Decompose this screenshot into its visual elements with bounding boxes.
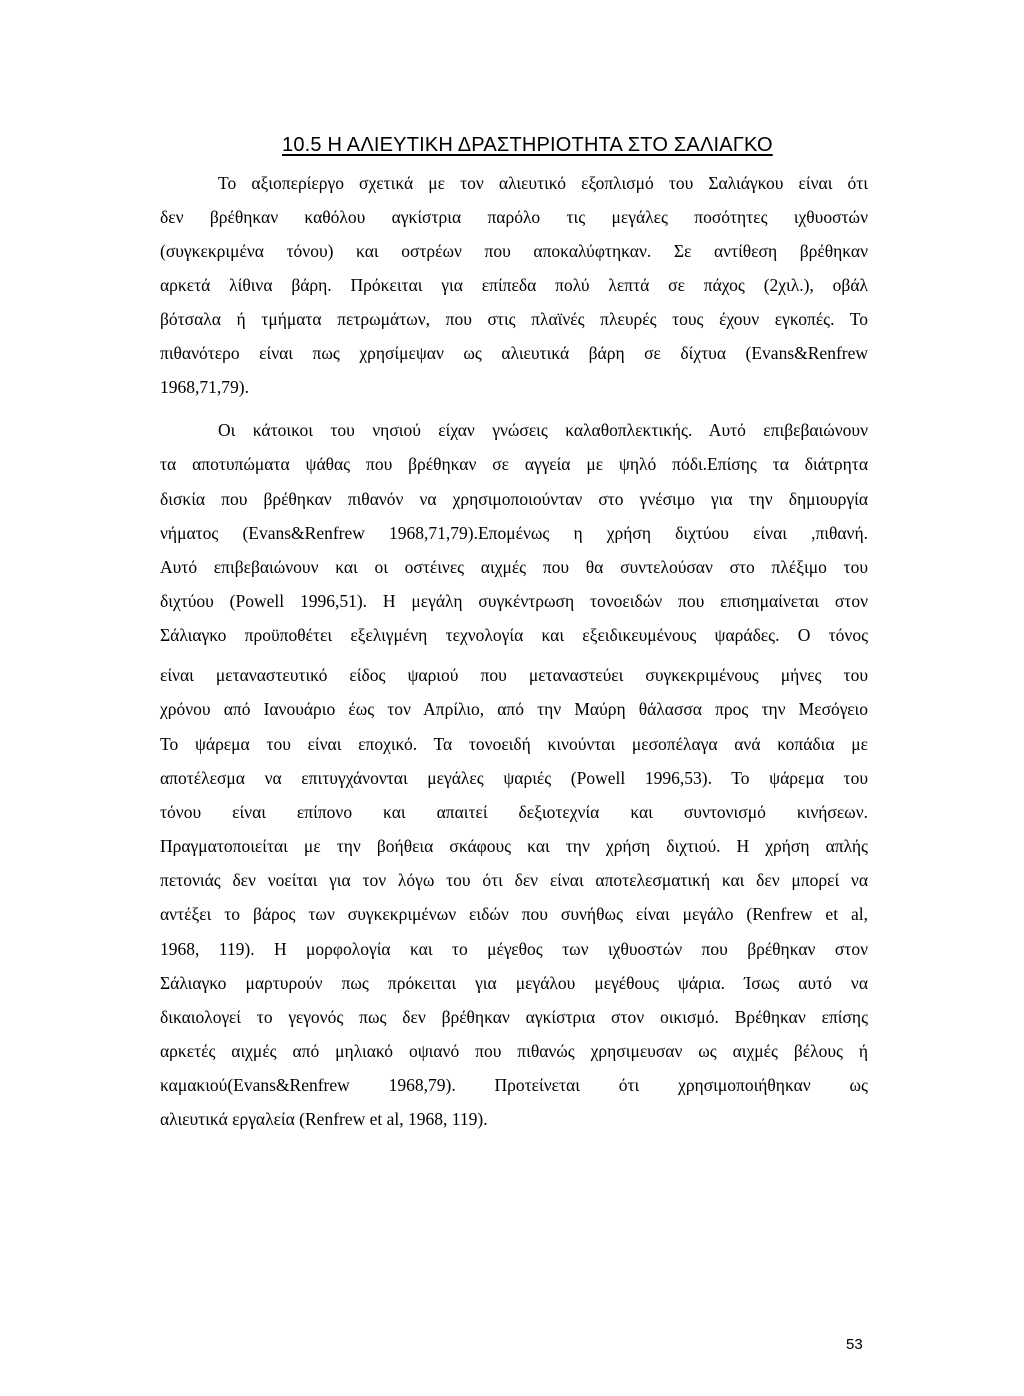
text-line: τόνου είναι επίπονο και απαιτεί δεξιοτεχνία και συντονισμό κινήσεων.	[160, 802, 868, 822]
text-line: νήματος (Evans&Renfrew 1968,71,79).Επομένως η χρήση διχτύου είναι ,πιθανή.	[160, 523, 868, 543]
text-line: 1968,71,79).	[160, 377, 249, 397]
text-line: (συγκεκριμένα τόνου) και οστρέων που αποκαλύφτηκαν. Σε αντίθεση βρέθηκαν	[160, 241, 868, 261]
text-line: αρκετά λίθινα βάρη. Πρόκειται για επίπεδα πολύ λεπτά σε πάχος (2χιλ.), οβάλ	[160, 275, 868, 295]
text-line: Οι κάτοικοι του νησιού είχαν γνώσεις καλαθοπλεκτικής. Αυτό επιβεβαιώνουν	[218, 420, 868, 440]
text-line: αντέξει το βάρος των συγκεκριμένων ειδών που συνήθως είναι μεγάλο (Renfrew et al,	[160, 904, 868, 924]
text-line: τα αποτυπώματα ψάθας που βρέθηκαν σε αγγεία με ψηλό πόδι.Επίσης τα διάτρητα	[160, 454, 868, 474]
text-line: καμακιού(Evans&Renfrew 1968,79). Προτείνεται ότι χρησιμοποιήθηκαν ως	[160, 1075, 868, 1095]
text-line: Σάλιαγκο προϋποθέτει εξελιγμένη τεχνολογία και εξειδικευμένους ψαράδες. Ο τόνος	[160, 625, 868, 645]
text-line: Σάλιαγκο μαρτυρούν πως πρόκειται για μεγάλου μεγέθους ψάρια. Ίσως αυτό να	[160, 973, 868, 993]
text-line: Αυτό επιβεβαιώνουν και οι οστέινες αιχμές που θα συντελούσαν στο πλέξιμο του	[160, 557, 868, 577]
text-line: πιθανότερο είναι πως χρησίμεψαν ως αλιευτικά βάρη σε δίχτυα (Evans&Renfrew	[160, 343, 868, 363]
text-line: πετονιάς δεν νοείται για τον λόγω του ότι δεν είναι αποτελεσματική και δεν μπορεί να	[160, 870, 868, 890]
text-line: δισκία που βρέθηκαν πιθανόν να χρησιμοποιούνταν στο γνέσιμο για την δημιουργία	[160, 489, 868, 509]
text-line: Πραγματοποιείται με την βοήθεια σκάφους και την χρήση διχτιού. Η χρήση απλής	[160, 836, 868, 856]
section-title: 10.5 Η ΑΛΙΕΥΤΙΚΗ ΔΡΑΣΤΗΡΙΟΤΗΤΑ ΣΤΟ ΣΑΛΙΑΓΚΟ	[282, 134, 773, 156]
text-line: Το ψάρεμα του είναι εποχικό. Τα τονοειδή κινούνται μεσοπέλαγα ανά κοπάδια με	[160, 734, 868, 754]
text-line: αρκετές αιχμές από μηλιακό οψιανό που πιθανώς χρησιμευσαν ως αιχμές βέλους ή	[160, 1041, 868, 1061]
text-line: δικαιολογεί το γεγονός πως δεν βρέθηκαν αγκίστρια στον οικισμό. Βρέθηκαν επίσης	[160, 1007, 868, 1027]
text-line: αλιευτικά εργαλεία (Renfrew et al, 1968, 119).	[160, 1109, 488, 1129]
text-line: Το αξιοπερίεργο σχετικά με τον αλιευτικό εξοπλισμό του Σαλιάγκου είναι ότι	[218, 173, 868, 193]
text-line: 1968, 119). Η μορφολογία και το μέγεθος των ιχθυοστών που βρέθηκαν στον	[160, 939, 868, 959]
text-line: χρόνου από Ιανουάριο έως τον Απρίλιο, από την Μαύρη θάλασσα προς την Μεσόγειο	[160, 699, 868, 719]
text-line: διχτύου (Powell 1996,51). Η μεγάλη συγκέντρωση τονοειδών που επισημαίνεται στον	[160, 591, 868, 611]
text-line: δεν βρέθηκαν καθόλου αγκίστρια παρόλο τις μεγάλες ποσότητες ιχθυοστών	[160, 207, 868, 227]
page-number: 53	[846, 1336, 863, 1353]
text-line: αποτέλεσμα να επιτυγχάνονται μεγάλες ψαριές (Powell 1996,53). Το ψάρεμα του	[160, 768, 868, 788]
text-line: είναι μεταναστευτικό είδος ψαριού που μεταναστεύει συγκεκριμένους μήνες του	[160, 665, 868, 685]
text-line: βότσαλα ή τμήματα πετρωμάτων, που στις πλαϊνές πλευρές τους έχουν εγκοπές. Το	[160, 309, 868, 329]
